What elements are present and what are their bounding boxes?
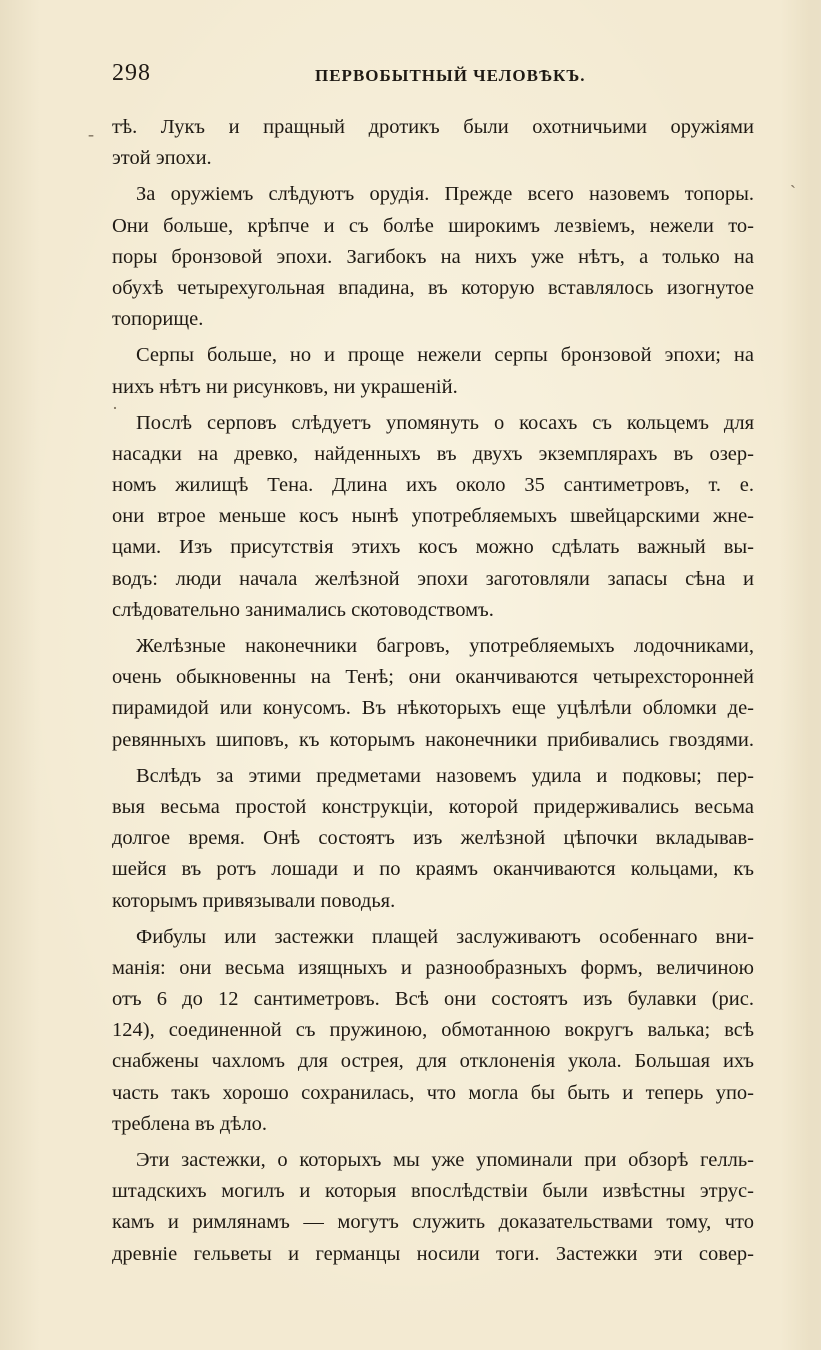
text-line: камъ и римлянамъ — могутъ служить доказательствами тому, что [112,1211,754,1234]
text-line: Вслѣдъ за этими предметами назовемъ удила и подковы; пер- [136,764,754,787]
text-line: манія: они весьма изящныхъ и разнообразныхъ формъ, величиною [112,956,754,979]
text-line: водъ: люди начала желѣзной эпохи заготовляли запасы сѣна и [112,567,754,590]
text-line: этой эпохи. [112,147,212,170]
text-line: пирамидой или конусомъ. Въ нѣкоторыхъ еще уцѣлѣли обломки де- [112,697,754,720]
text-line: треблена въ дѣло. [112,1112,268,1135]
text-line: Эти застежки, о которыхъ мы уже упоминали при обзорѣ гелль- [136,1149,754,1171]
margin-mark-dot: · [112,398,118,418]
text-line: ревянныхъ шиповъ, къ которымъ наконечники прибивались гвоздями. [112,728,754,751]
text-line: они втрое меньше косъ нынѣ употребляемыхъ швейцарскими жне- [112,505,754,528]
text-line: часть такъ хорошо сохранилась, что могла бы быть и теперь упо- [112,1081,754,1104]
text-line: снабжены чахломъ для острея, для отклоненія укола. Большая ихъ [112,1050,754,1073]
text-line: нихъ нѣтъ ни рисунковъ, ни украшеній. [112,375,458,398]
text-line: цами. Изъ присутствія этихъ косъ можно сдѣлать важный вы- [112,536,754,559]
text-line: слѣдовательно занимались скотоводствомъ. [112,598,494,621]
text-line: Серпы больше, но и проще нежели серпы бронзовой эпохи; на [136,344,754,367]
text-line: долгое время. Онѣ состоятъ изъ желѣзной цѣпочки вкладывав- [112,827,754,850]
text-line: номъ жилищѣ Тена. Длина ихъ около 35 сантиметровъ, т. е. [112,474,754,497]
body-text [112,112,754,1270]
text-line: выя весьма простой конструкціи, которой придерживались весьма [112,795,754,818]
text-line: шейся въ ротъ лошади и по краямъ оканчиваются кольцами, къ [112,858,754,881]
margin-mark-tick: ` [790,182,796,202]
text-line: За оружіемъ слѣдуютъ орудія. Прежде всего назовемъ топоры. [136,183,754,206]
text-line: поры бронзовой эпохи. Загибокъ на нихъ уже нѣтъ, а только на [112,245,754,268]
text-line: тѣ. Лукъ и пращный дротикъ были охотничьими оружіями [112,116,754,138]
text-line: которымъ привязывали поводья. [112,889,396,912]
page-number: 298 [112,60,151,86]
text-line: обухѣ четырехугольная впадина, въ которую вставлялось изогнутое [112,276,754,299]
text-line: Послѣ серповъ слѣдуетъ упомянуть о косахъ съ кольцемъ для [136,411,754,434]
running-title: ПЕРВОБЫТНЫЙ ЧЕЛОВѢКЪ. [315,66,586,85]
text-line: Они больше, крѣпче и съ болѣе широкимъ лезвіемъ, нежели то- [112,214,754,237]
text-line: Желѣзные наконечники багровъ, употребляемыхъ лодочниками, [136,635,754,657]
text-line: 124), соединенной съ пружиною, обмотанною вокругъ валька; всѣ [112,1019,754,1042]
page-edge [806,0,821,1350]
margin-mark-dash: - [88,124,94,144]
text-line: отъ 6 до 12 сантиметровъ. Всѣ они состоятъ изъ булавки (рис. [112,988,754,1011]
text-line: древніе гельветы и германцы носили тоги. Застежки эти совер- [112,1242,754,1265]
text-line: Фибулы или застежки плащей заслуживаютъ особеннаго вни- [136,925,754,948]
text-line: очень обыкновенны на Тенѣ; они оканчиваются четырехсторонней [112,666,754,689]
text-line: топорище. [112,308,204,331]
page-header [112,60,752,92]
text-line: штадскихъ могилъ и которыя впослѣдствіи были извѣстны этрус- [112,1180,754,1203]
text-line: насадки на древко, найденныхъ въ двухъ экземплярахъ въ озер- [112,442,754,465]
